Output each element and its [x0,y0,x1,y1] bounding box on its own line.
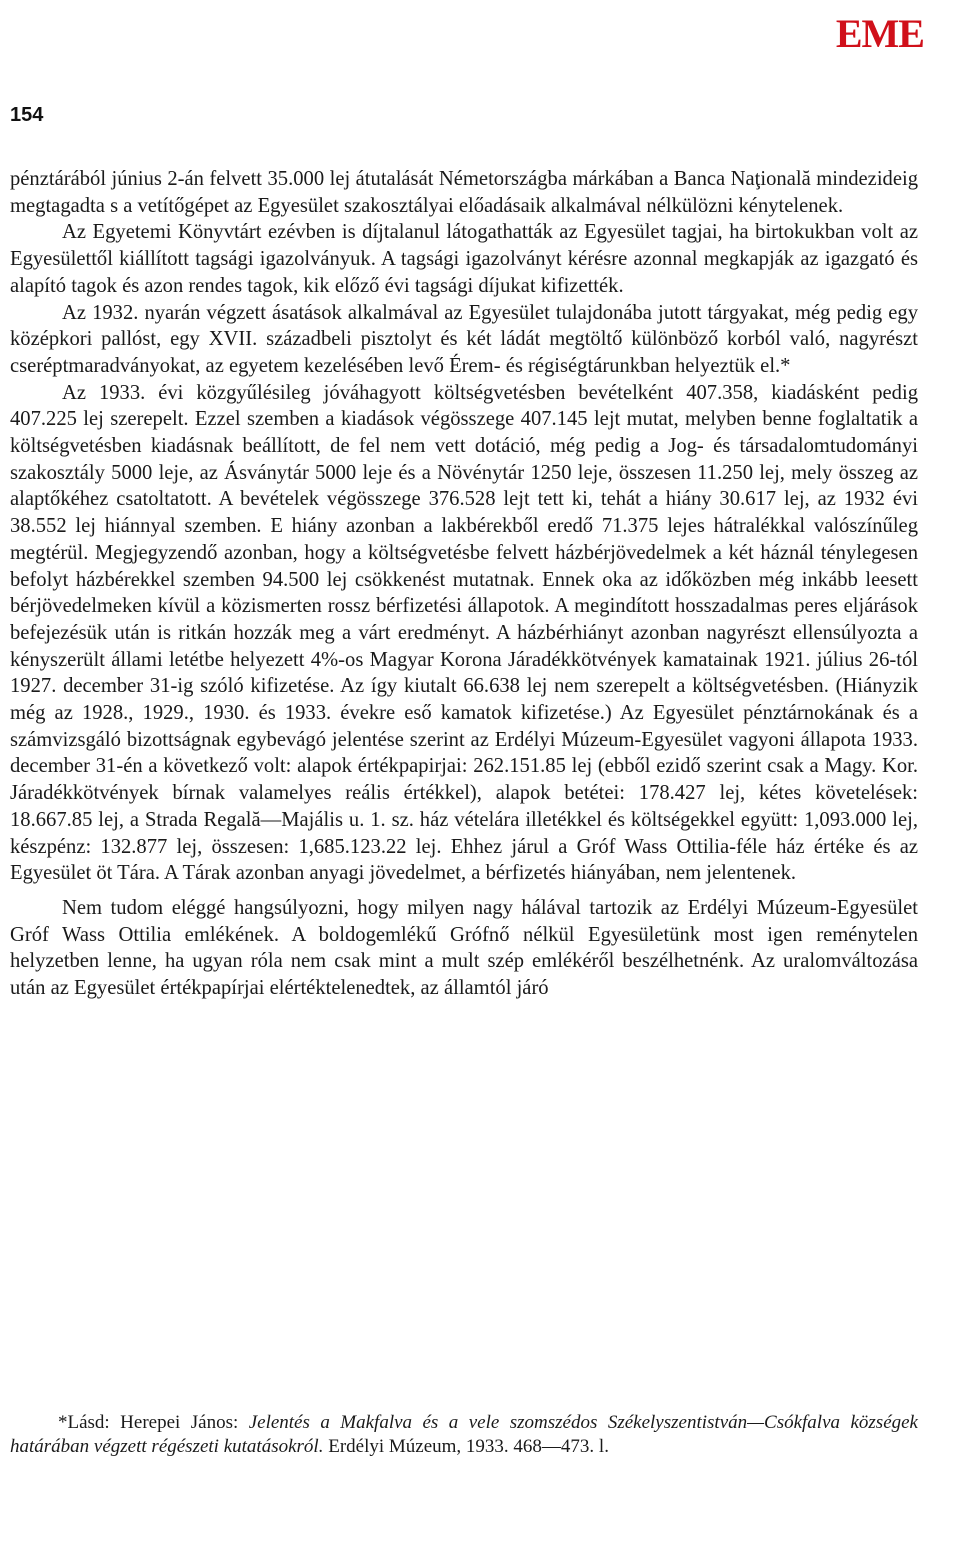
footnote-prefix: *Lásd: Herepei János: [58,1412,249,1433]
page-number: 154 [10,104,44,126]
paragraph-1: pénztárából június 2-án felvett 35.000 lej átutalását Németországba márkában a Banca Naţională mindezideig megtagadta s a vetítőgépet az Egyesület szakosztályai előadásaik alkalmával nélkülözni kénytelenek. [10,168,918,217]
footnote-suffix: Erdélyi Múzeum, 1933. 468—473. l. [323,1436,609,1457]
paragraph-3: Az 1932. nyarán végzett ásatások alkalmával az Egyesület tulajdonába jutott tárgyakat, még pedig egy középkori pallóst, egy XVII. századbeli pisztolyt és két ládát megtöltő különböző korból való, nagyrészt cseréptmaradványokat, az egyetem kezelésében levő Érem- és régiségtárunkban helyeztük el.* [10,301,918,377]
body-text [10,166,918,1002]
eme-logo: EME [835,11,924,56]
paragraph-4: Az 1933. évi közgyűlésileg jóváhagyott költségvetésben bevételként 407.358, kiadásként pedig 407.225 lej szerepelt. Ezzel szemben a kiadások végösszege 407.145 lejt mutat, melyben benne foglaltatik a költségvetésben kiadásnak beállított, de fel nem vett dotáció, még pedig a Jog- és társadalomtudományi szakosztály 5000 leje, az Ásványtár 5000 leje és a Növénytár 1250 leje, összesen 11.250 lej, mely összeg az alaptőkéhez csatoltatott. A bevételek végösszege 376.528 lejt tett ki, tehát a hiány 30.617 lej, az 1932 évi 38.552 lej hiánnyal szemben. E hiány azonban a lakbérekből eredő 71.375 lejes hátralékkal valószínűleg megtérül. Megjegyzendő azonban, hogy a költségvetésbe felvett házbérjövedelmek a két háznál ténylegesen befolyt házbérekkel szemben 94.500 lej csökkenést mutatnak. Ennek oka az időközben még inkább leesett bérjövedelmeken kívül a közismerten rossz bérfizetési állapotok. A megindított hosszadalmas peres eljárások befejezésük után is ritkán hozzák meg a várt eredményt. A házbérhiányt azonban nagyrészt ellensúlyozta a kényszerült állami letétbe helyezett 4%-os Magyar Korona Járadékkötvények kamatainak 1921. július 26-tól 1927. december 31-ig szóló kifizetése. Az így kiutalt 66.638 lej nem szerepelt a költségvetésben. (Hiányzik még az 1928., 1929., 1930. és 1933. évekre eső kamatok kifizetése.) Az Egyesület pénztárnokának és a számvizsgáló bizottságnak egybevágó jelentése szerint az Erdélyi Múzeum-Egyesület vagyoni állapota 1933. december 31-én a következő volt: alapok értékpapirjai: 262.151.85 lej (ebből ezidő szerint csak a Magy. Kor. Járadékkötvények bírnak valamelyes reális értékkel), alapok betétei: 178.427 lej, kétes követelések: 18.667.85 lej, a Strada Regală—Majális u. 1. sz. ház vételára illetékkel és költségekkel együtt: 1,093.000 lej, készpénz: 132.877 lej, összesen: 1,685.123.22 lej. Ehhez járul a Gróf Wass Ottilia-féle ház értéke és az Egyesület öt Tára. A Tárak azonban anyagi jövedelmet, a bérfizetés hiányában, nem jelentenek. [10,381,918,885]
footnote-title: Jelentés a Makfalva és a vele szomszédos Székelyszentistván—Csókfalva községek határában végzett régészeti kutatásokról. [10,1412,918,1457]
paragraph-2: Az Egyetemi Könyvtárt ezévben is díjtalanul látogathatták az Egyesület tagjai, ha birtokukban volt az Egyesülettől kiállított tagsági igazolványuk. A tagsági igazolványt kérésre azonnal megkapják az igazgató és alapító tagok és azon rendes tagok, kik előző évi tagsági díjukat kifizették. [10,221,918,297]
footnote [10,1411,918,1459]
paragraph-5: Nem tudom eléggé hangsúlyozni, hogy milyen nagy hálával tartozik az Erdélyi Múzeum-Egyesület Gróf Wass Ottilia emlékének. A boldogemlékű Grófnő nélkül Egyesületünk most igen reménytelen helyzetben lenne, ha ugyan róla nem csak mint a mult szép emlékéről beszélhetnénk. Az uralomváltozása után az Egyesület értékpapírjai elértéktelenedtek, az államtól járó [10,896,918,1000]
